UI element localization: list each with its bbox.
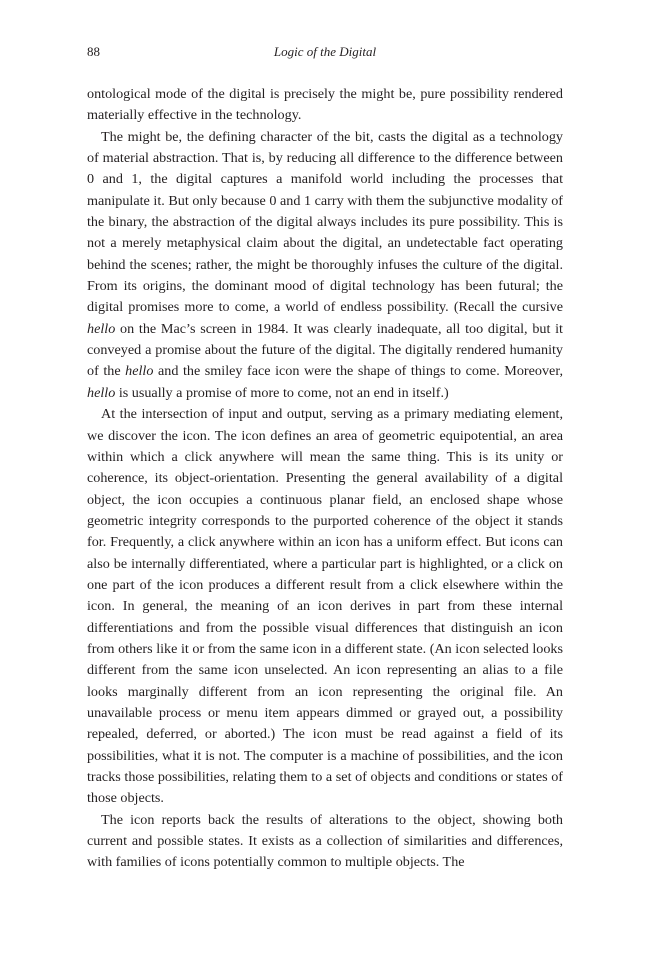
paragraph (87, 84, 563, 127)
text-run: The icon reports back the results of alterations to the object, showing both current and possible states. It exists as a collection of similarities and differences, with families of icons potentially common to multiple objects. The (87, 811, 563, 871)
paragraph (87, 810, 563, 874)
paragraph (87, 127, 563, 404)
text-run: At the intersection of input and output, serving as a primary mediating element, we discover the icon. The icon defines an area of geometric equipotential, an area within which a click anywhere will mean the same thing. This is its unity or coherence, its object-orientation. Presenting the general availability of a digital object, the icon occupies a continuous planar field, an enclosed shape whose geometric integrity corresponds to the purported coherence of the object it stands for. Frequently, a click anywhere within an icon has a uniform effect. But icons can also be internally differentiated, where a particular part is highlighted, or a click on one part of the icon produces a different result from a click elsewhere within the icon. In general, the meaning of an icon derives in part from these internal differentiations and from the possible visual differences that distinguish an icon from others like it or from the same icon in a different state. (An icon selected looks different from the same icon unselected. An icon representing an alias to a file looks marginally different from an icon representing the original file. An unavailable process or menu item appears dimmed or grayed out, a possibility repealed, deferred, or aborted.) The icon must be read against a field of its possibilities, what it is not. The computer is a machine of possibilities, and the icon tracks those possibilities, relating them to a set of objects and conditions or states of those objects. (87, 406, 563, 807)
paragraph (87, 404, 563, 810)
text-run: is usually a promise of more to come, not an end in itself.) (115, 384, 449, 401)
book-page (87, 40, 563, 874)
italic-text: hello (87, 320, 116, 337)
running-title: Logic of the Digital (273, 44, 377, 59)
text-run: and the smiley face icon were the shape of things to come. Moreover, (153, 363, 564, 380)
italic-text: hello (87, 384, 116, 401)
italic-text: hello (125, 363, 154, 380)
page-number: 88 (87, 44, 100, 59)
text-run: on the Mac’s screen in 1984. It was clearly inadequate, all too digital, but it conveyed a promise about the future of the digital. The digitally rendered humanity of the (87, 320, 563, 380)
text-run: The might be, the defining character of the bit, casts the digital as a technology of material abstraction. That is, by reducing all difference to the difference between 0 and 1, the digital captures a manifold world including the processes that manipulate it. But only because 0 and 1 carry with them the subjunctive modality of the binary, the abstraction of the digital always includes its pure possibility. This is not a merely metaphysical claim about the digital, an undetectable fact operating behind the scenes; rather, the might be thoroughly infuses the culture of the digital. From its origins, the dominant mood of digital technology has been futural; the digital promises more to come, a world of endless possibility. (Recall the cursive (87, 128, 563, 316)
running-head (87, 40, 563, 64)
body-text (87, 84, 563, 874)
text-run: ontological mode of the digital is precisely the might be, pure possibility rendered materially effective in the technology. (87, 86, 563, 124)
